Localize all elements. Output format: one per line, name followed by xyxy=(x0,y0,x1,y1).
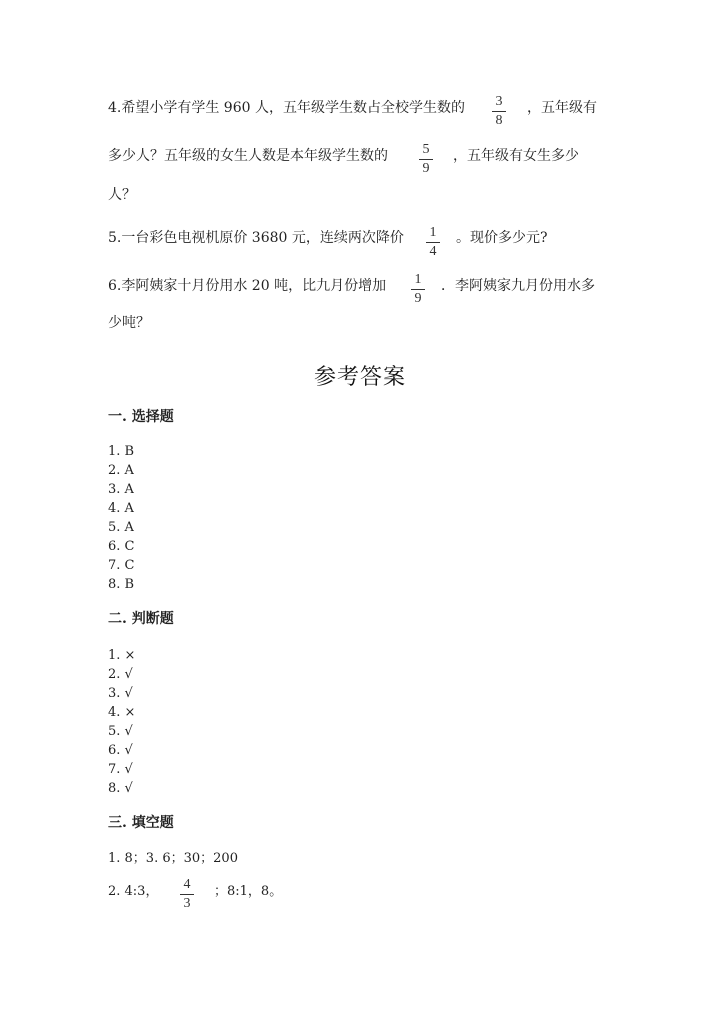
fraction-bar xyxy=(180,894,194,895)
fraction-denominator: 9 xyxy=(414,291,422,306)
answer-item: 3. A xyxy=(108,482,134,497)
answer-item: 4. × xyxy=(108,705,136,720)
q4-line3-text: 人？ xyxy=(108,187,136,203)
answer-item: 7. C xyxy=(108,558,135,573)
answer-item: 7. √ xyxy=(108,762,133,777)
answer-item: 1. 8；3. 6；30；200 xyxy=(108,851,238,866)
q6-line1-text: 6.李阿姨家十月份用水 20 吨，比九月份增加 xyxy=(108,278,387,294)
fraction-numerator: 1 xyxy=(414,272,422,287)
answer-item: 6. √ xyxy=(108,743,133,758)
q4-fraction-2 xyxy=(418,143,434,176)
answer-item: 2. A xyxy=(108,463,134,478)
fraction-bar xyxy=(419,159,433,160)
q4-fraction-1 xyxy=(491,95,507,128)
answer-item: 1. × xyxy=(108,648,136,663)
answer-fraction xyxy=(179,878,195,911)
answer-item-text: 2. 4:3， xyxy=(108,884,159,899)
section-heading-judgment: 二. 判断题 xyxy=(108,611,174,627)
answer-item: 1. B xyxy=(108,444,135,459)
fraction-numerator: 4 xyxy=(183,877,191,892)
answer-key-title: 参考答案 xyxy=(313,365,406,390)
fraction-denominator: 8 xyxy=(495,113,503,128)
fraction-numerator: 1 xyxy=(429,225,437,240)
q5-line1-tail: 。现价多少元? xyxy=(456,230,548,246)
q6-line2-text: 少吨？ xyxy=(108,315,150,331)
q4-line1-text: 4.希望小学有学生 960 人，五年级学生数占全校学生数的 xyxy=(108,100,465,116)
fraction-denominator: 4 xyxy=(429,244,437,259)
q5-line1-text: 5.一台彩色电视机原价 3680 元，连续两次降价 xyxy=(108,230,404,246)
answer-item: 8. √ xyxy=(108,781,133,796)
q4-line2-tail: ，五年级有女生多少 xyxy=(453,148,579,164)
q6-line1-tail: ．李阿姨家九月份用水多 xyxy=(441,278,595,294)
section-heading-fill-in: 三. 填空题 xyxy=(108,815,174,831)
fraction-numerator: 5 xyxy=(422,142,430,157)
section-heading-choice: 一. 选择题 xyxy=(108,409,174,425)
q4-line1-tail: ，五年级有 xyxy=(527,100,597,116)
fraction-denominator: 3 xyxy=(183,896,191,911)
answer-item: 3. √ xyxy=(108,686,133,701)
q5-fraction xyxy=(425,226,441,259)
answer-item: 8. B xyxy=(108,577,135,592)
fraction-bar xyxy=(411,289,425,290)
answer-item-tail: ；8:1，8。 xyxy=(214,884,283,899)
q4-line2-text: 多少人？五年级的女生人数是本年级学生数的 xyxy=(108,148,388,164)
fraction-numerator: 3 xyxy=(495,94,503,109)
answer-item: 4. A xyxy=(108,501,134,516)
answer-item: 5. √ xyxy=(108,724,133,739)
fraction-bar xyxy=(426,242,440,243)
answer-item: 2. √ xyxy=(108,667,133,682)
answer-item: 5. A xyxy=(108,520,134,535)
fraction-bar xyxy=(492,111,506,112)
q6-fraction xyxy=(410,273,426,306)
fraction-denominator: 9 xyxy=(422,161,430,176)
answer-item: 6. C xyxy=(108,539,135,554)
